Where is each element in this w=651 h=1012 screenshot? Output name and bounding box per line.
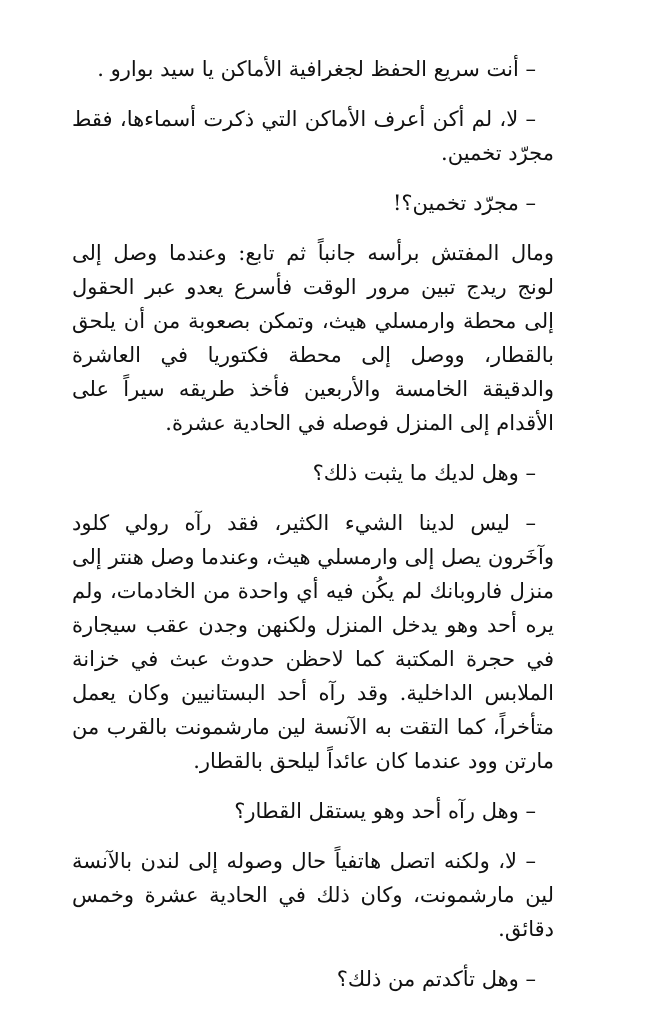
narration-paragraph-1: ومال المفتش برأسه جانباً ثم تابع: وعندما وصل إلى لونج ريدج تبين مرور الوقت فأسرع يعدو عبر الحقول إلى محطة وارمسلي هيث، وتمكن بصعوبة من أن يلحق بالقطار، ووصل إلى محطة فكتوريا في العاشرة والدقيقة الخامسة والأربعين فأخذ طريقه سيراً على الأقدام إلى المنزل فوصله في الحادية عشرة. [72,241,554,435]
dialogue-line-6: – وهل رآه أحد وهو يستقل القطار؟ [234,799,536,823]
dialogue-line-7: – لا، ولكنه اتصل هاتفياً حال وصوله إلى لندن بالآنسة لين مارشمونت، وكان ذلك في الحادية عشرة وخمس دقائق. [72,849,554,941]
dialogue-line-2: – لا، لم أكن أعرف الأماكن التي ذكرت أسماءها، فقط مجرّد تخمين. [72,107,554,165]
dialogue-line-3: – مجرّد تخمين؟! [392,191,536,215]
book-page [72,52,554,1012]
dialogue-line-1: – أنت سريع الحفظ لجغرافية الأماكن يا سيد بوارو . [97,57,536,81]
dialogue-line-8: – وهل تأكدتم من ذلك؟ [336,967,536,991]
dialogue-line-4: – وهل لديك ما يثبت ذلك؟ [312,461,536,485]
dialogue-line-5: – ليس لدينا الشيء الكثير، فقد رآه رولي كلود وآخَرون يصل إلى وارمسلي هيث، وعندما وصل هنتر إلى منزل فاروبانك لم يكُن فيه أي واحدة من الخادمات، ولم يره أحد وهو يدخل المنزل ولكنهن وجدن عقب سيجارة في حجرة المكتبة كما لاحظن حدوث عبث في خزانة الملابس الداخلية. وقد رآه أحد البستانيين وكان يعمل متأخراً، كما التقت به الآنسة لين مارشمونت بالقرب من مارتن وود عندما كان عائداً ليلحق بالقطار. [72,511,554,773]
